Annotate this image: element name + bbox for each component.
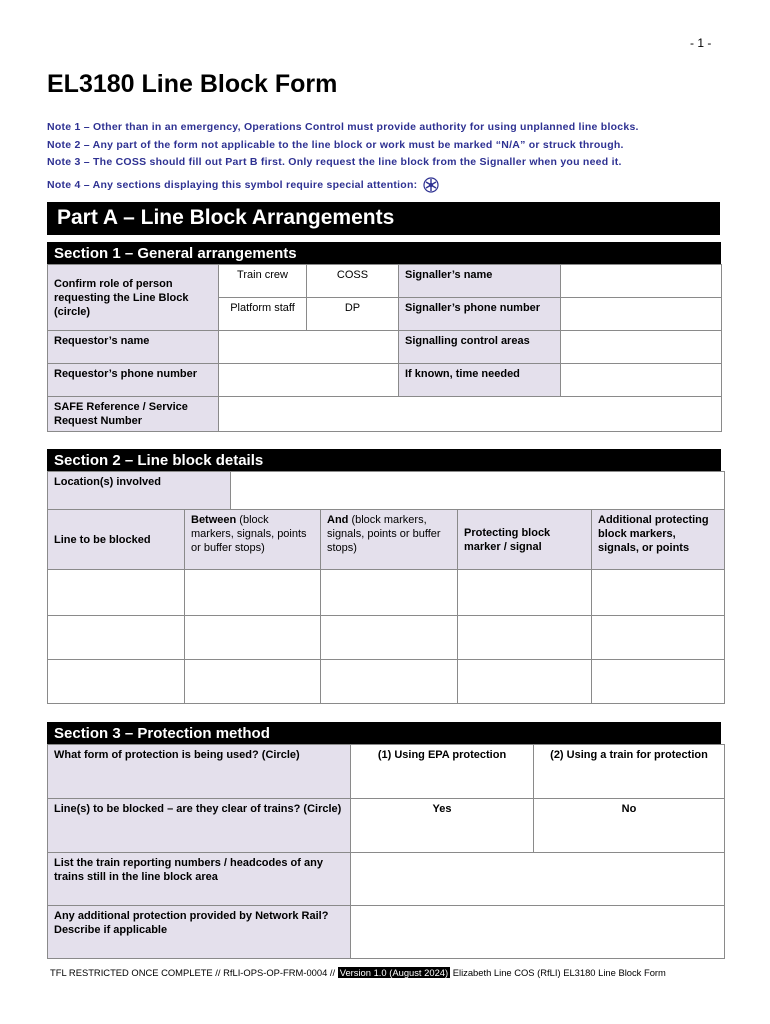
line-row-2-and[interactable] <box>321 616 458 660</box>
locations-field[interactable] <box>231 472 725 510</box>
form-title: EL3180 Line Block Form <box>47 70 338 98</box>
line-row-3-and[interactable] <box>321 660 458 704</box>
signalling-control-areas-label: Signalling control areas <box>399 331 561 364</box>
signaller-phone-field[interactable] <box>561 298 722 331</box>
requestor-name-field[interactable] <box>219 331 399 364</box>
footer-form-name: Elizabeth Line COS (RfLI) EL3180 Line Block Form <box>450 967 666 978</box>
section-3-table <box>47 744 725 959</box>
confirm-role-label: Confirm role of person requesting the Line Block (circle) <box>48 265 219 331</box>
option-epa-protection[interactable]: (1) Using EPA protection <box>351 745 534 799</box>
requestor-name-label: Requestor’s name <box>48 331 219 364</box>
section-2-locations-table <box>47 471 725 510</box>
time-needed-label: If known, time needed <box>399 364 561 397</box>
safe-reference-field[interactable] <box>219 397 722 432</box>
signaller-name-label: Signaller’s name <box>399 265 561 298</box>
note-1: Note 1 – Other than in an emergency, Operations Control must provide authority for using unplanned line blocks. <box>47 121 639 133</box>
line-row-1-additional[interactable] <box>592 570 725 616</box>
locations-label: Location(s) involved <box>48 472 231 510</box>
option-no[interactable]: No <box>534 799 725 853</box>
time-needed-field[interactable] <box>561 364 722 397</box>
lines-clear-question: Line(s) to be blocked – are they clear of trains? (Circle) <box>48 799 351 853</box>
train-reporting-numbers-field[interactable] <box>351 853 725 906</box>
col-between: Between (block markers, signals, points or buffer stops) <box>185 510 321 570</box>
page-footer <box>50 967 666 978</box>
role-dp[interactable]: DP <box>307 298 399 331</box>
signaller-phone-label: Signaller’s phone number <box>399 298 561 331</box>
col-line-to-be-blocked: Line to be blocked <box>48 510 185 570</box>
train-reporting-numbers-label: List the train reporting numbers / headcodes of any trains still in the line block area <box>48 853 351 906</box>
role-platform-staff[interactable]: Platform staff <box>219 298 307 331</box>
additional-protection-field[interactable] <box>351 906 725 959</box>
col-additional-protecting: Additional protecting block markers, signals, or points <box>592 510 725 570</box>
line-row-3-between[interactable] <box>185 660 321 704</box>
requestor-phone-field[interactable] <box>219 364 399 397</box>
signalling-control-areas-field[interactable] <box>561 331 722 364</box>
col-and: And (block markers, signals, points or buffer stops) <box>321 510 458 570</box>
line-row-2-line[interactable] <box>48 616 185 660</box>
section-1-table <box>47 264 722 432</box>
line-row-1-line[interactable] <box>48 570 185 616</box>
line-row-1-protecting[interactable] <box>458 570 592 616</box>
footer-classification: TFL RESTRICTED ONCE COMPLETE // RfLI-OPS-OP-FRM-0004 // <box>50 967 338 978</box>
line-row-3-additional[interactable] <box>592 660 725 704</box>
section-2-lines-table <box>47 509 725 704</box>
line-row-2-protecting[interactable] <box>458 616 592 660</box>
col-protecting-block-marker: Protecting block marker / signal <box>458 510 592 570</box>
note-4-row <box>47 177 737 195</box>
line-row-1-and[interactable] <box>321 570 458 616</box>
note-4: Note 4 – Any sections displaying this symbol require special attention: <box>47 179 418 192</box>
option-train-protection[interactable]: (2) Using a train for protection <box>534 745 725 799</box>
note-2: Note 2 – Any part of the form not applicable to the line block or work must be marked “N/A” or struck through. <box>47 138 624 151</box>
requestor-phone-label: Requestor’s phone number <box>48 364 219 397</box>
additional-protection-label: Any additional protection provided by Network Rail? Describe if applicable <box>48 906 351 959</box>
footer-version: Version 1.0 (August 2024) <box>339 967 449 978</box>
section-1-heading: Section 1 – General arrangements <box>47 242 721 264</box>
signaller-name-field[interactable] <box>561 265 722 298</box>
role-train-crew[interactable]: Train crew <box>219 265 307 298</box>
line-row-3-line[interactable] <box>48 660 185 704</box>
section-3-heading: Section 3 – Protection method <box>47 722 721 744</box>
part-a-heading: Part A – Line Block Arrangements <box>47 202 720 235</box>
note-3: Note 3 – The COSS should fill out Part B first. Only request the line block from the Signaller when you need it. <box>47 156 622 168</box>
role-coss[interactable]: COSS <box>307 265 399 298</box>
line-row-2-additional[interactable] <box>592 616 725 660</box>
protection-form-question: What form of protection is being used? (Circle) <box>48 745 351 799</box>
page-number: - 1 - <box>690 36 712 50</box>
section-2-heading: Section 2 – Line block details <box>47 449 721 471</box>
line-row-3-protecting[interactable] <box>458 660 592 704</box>
attention-symbol-icon <box>423 177 439 193</box>
line-row-2-between[interactable] <box>185 616 321 660</box>
safe-reference-label: SAFE Reference / Service Request Number <box>48 397 219 432</box>
option-yes[interactable]: Yes <box>351 799 534 853</box>
notes-block <box>47 121 737 194</box>
line-row-1-between[interactable] <box>185 570 321 616</box>
